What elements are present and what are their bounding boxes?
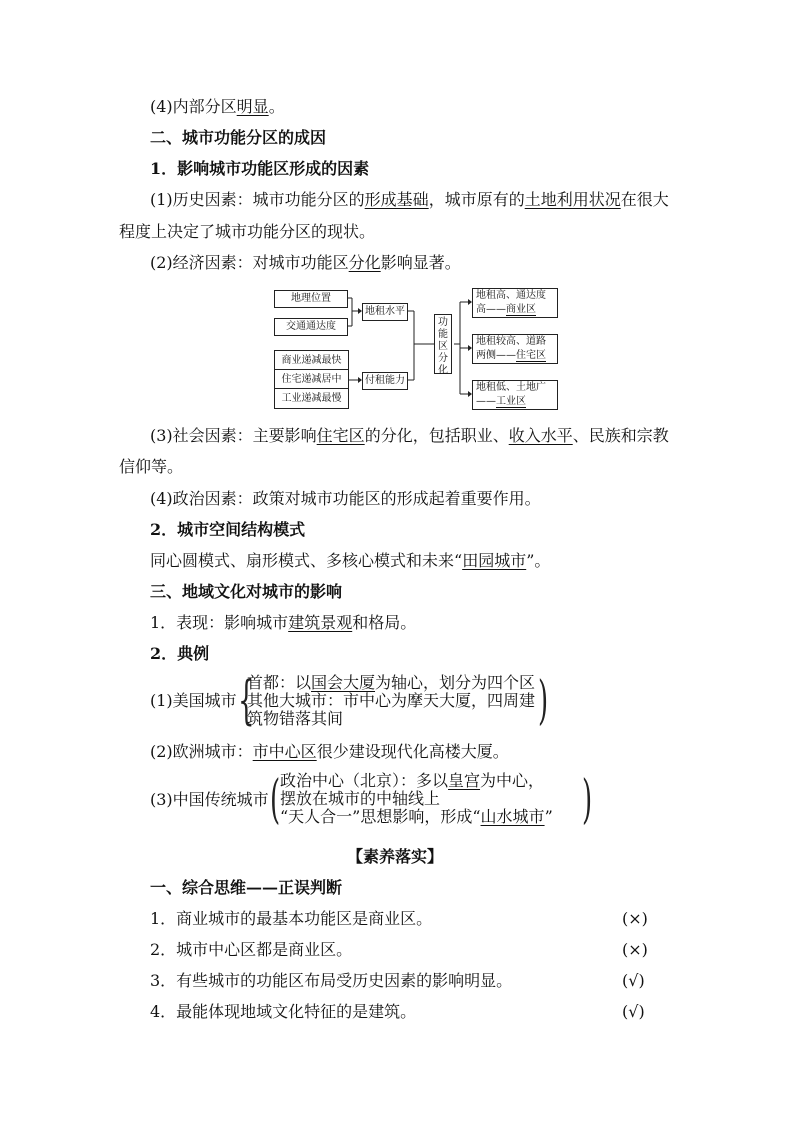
us-capital-line: 首都：以国会大厦为轴心，划分为四个区 [247, 673, 536, 692]
line-internal-division: (4)内部分区明显。 [150, 97, 285, 116]
subheading-factors: 1．影响城市功能区形成的因素 [150, 159, 370, 178]
out2-line1: 地租较高、道路 [476, 336, 546, 347]
box-decay-group [274, 350, 349, 409]
subheading-spatial-structure: 2．城市空间结构模式 [150, 520, 306, 539]
box-geo-location: 地理位置 [274, 290, 348, 308]
brace-us: { [238, 671, 255, 731]
para-social-factor-cont: 信仰等。 [119, 457, 184, 476]
para-historical-factor: (1)历史因素：城市功能分区的形成基础，城市原有的土地利用状况在很大 [150, 190, 669, 209]
box-residential-decay: 住宅递减居中 [275, 370, 348, 389]
para-spatial-models: 同心圆模式、扇形模式、多核心模式和未来“田园城市”。 [150, 551, 551, 570]
box-rent-payment-ability: 付租能力 [362, 372, 408, 390]
para-social-factor: (3)社会因素：主要影响住宅区的分化，包括职业、收入水平、民族和宗教 [150, 426, 669, 445]
practice-mark-2: (×) [622, 940, 648, 959]
cn-axis-line: 摆放在城市的中轴线上 [280, 789, 441, 808]
practice-heading: 一、综合思维——正误判断 [150, 878, 343, 897]
us-other-cities-line: 其他大城市：市中心为摩天大厦，四周建 [247, 691, 536, 710]
practice-item-2: 2．城市中心区都是商业区。 [150, 940, 353, 959]
out3-line2: ——工业区 [476, 396, 526, 407]
label-chinese-cities: (3)中国传统城市 [150, 790, 269, 809]
out3-line1: 地租低、土地广 [476, 382, 546, 393]
practice-mark-1: (×) [622, 909, 648, 928]
practice-item-3: 3．有些城市的功能区布局受历史因素的影响明显。 [150, 971, 513, 990]
box-commercial-decay: 商业递减最快 [275, 351, 348, 370]
para-european-cities: (2)欧洲城市：市中心区很少建设现代化高楼大厦。 [150, 742, 509, 761]
subheading-examples: 2．典例 [150, 644, 210, 663]
cn-harmony-line: “天人合一”思想影响，形成“山水城市” [280, 807, 553, 826]
practice-item-4: 4．最能体现地域文化特征的是建筑。 [150, 1002, 417, 1021]
economic-factor-diagram [272, 286, 572, 414]
box-industrial-decay: 工业递减最慢 [281, 393, 342, 404]
para-political-factor: (4)政治因素：政策对城市功能区的形成起着重要作用。 [150, 489, 541, 508]
practice-item-1: 1．商业城市的最基本功能区是商业区。 [150, 909, 433, 928]
box-output-industrial [472, 380, 558, 410]
box-output-commercial [472, 288, 558, 318]
heading-function-zone-causes: 二、城市功能分区的成因 [150, 128, 327, 147]
label-us-cities: (1)美国城市 [150, 691, 237, 710]
practice-mark-3: (√) [622, 971, 645, 990]
practice-mark-4: (√) [622, 1002, 645, 1021]
box-function-zone-differentiation: 功能区分化 [434, 314, 452, 374]
brace-cn: ( [270, 770, 281, 830]
brace-us-right: ) [538, 671, 549, 731]
us-other-cities-line2: 筑物错落其间 [247, 709, 344, 728]
box-output-residential [472, 334, 558, 364]
para-historical-factor-cont: 程度上决定了城市功能分区的现状。 [119, 222, 376, 241]
box-rent-level: 地租水平 [362, 303, 408, 321]
para-manifestation: 1．表现：影响城市建筑景观和格局。 [150, 613, 417, 632]
para-economic-factor: (2)经济因素：对城市功能区分化影响显著。 [150, 253, 461, 272]
out1-line1: 地租高、通达度 [476, 290, 546, 301]
heading-regional-culture: 三、地域文化对城市的影响 [150, 582, 343, 601]
brace-cn-right: ) [582, 770, 593, 830]
out1-line2: 高——商业区 [476, 304, 536, 315]
practice-title: 【素养落实】 [347, 847, 444, 866]
box-traffic-access: 交通通达度 [274, 318, 348, 336]
cn-political-center-line: 政治中心（北京）：多以皇宫为中心， [280, 771, 545, 790]
out2-line2: 两侧——住宅区 [476, 350, 546, 361]
